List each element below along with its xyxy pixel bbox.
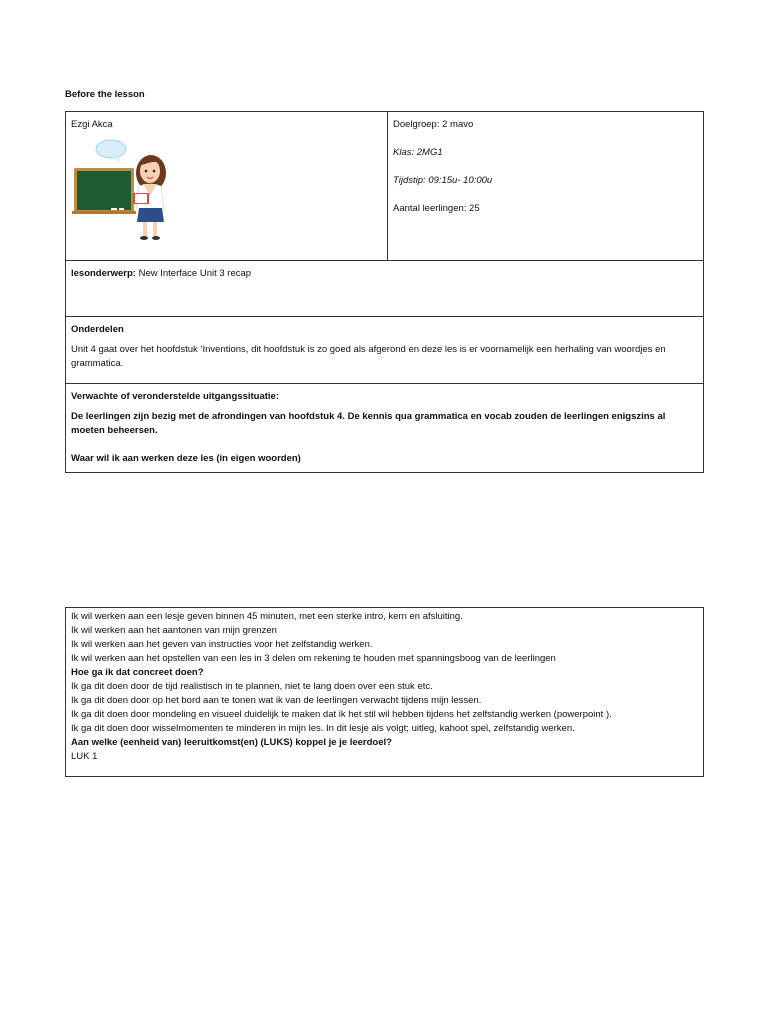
lesonderwerp-value: New Interface Unit 3 recap: [138, 268, 252, 279]
onderdelen-text: Unit 4 gaat over het hoofdstuk ‘Inventions, dit hoofdstuk is zo goed als afgerond en deze les is er voornamelijk een herhaling van woordjes en grammatica.: [71, 344, 666, 369]
hoe-line: Ik ga dit doen door op het bord aan te tonen wat ik van de leerlingen verwacht tijdens mijn lessen.: [71, 695, 482, 706]
hoe-label: Hoe ga ik dat concreet doen?: [71, 667, 204, 678]
goal-line: Ik wil werken aan een lesje geven binnen 45 minuten, met een sterke intro, kern en afsluiting.: [71, 611, 463, 622]
luks-label: Aan welke (eenheid van) leeruitkomst(en) (LUKS) koppel je je leerdoel?: [71, 737, 392, 748]
uitgangssituatie-label: Verwachte of veronderstelde uitgangssituatie:: [71, 391, 279, 402]
goal-line: Ik wil werken aan het aantonen van mijn grenzen: [71, 625, 277, 636]
luks-value: LUK 1: [71, 751, 98, 762]
tijdstip: Tijdstip: 09:15u- 10:00u: [393, 175, 493, 186]
page-heading: Before the lesson: [65, 89, 145, 100]
teacher-name: Ezgi Akca: [71, 119, 113, 130]
uitgangssituatie-text: De leerlingen zijn bezig met de afrondingen van hoofdstuk 4. De kennis qua grammatica en vocab zouden de leerlingen enigszins al moeten beheersen.: [71, 411, 666, 436]
hoe-line: Ik ga dit doen door wisselmomenten te minderen in mijn les. In dit lesje als volgt; uitleg, kahoot spel, zelfstandig werken.: [71, 723, 575, 734]
hoe-line: Ik ga dit doen door mondeling en visueel duidelijk te maken dat ik het stil wil hebben tijdens het zelfstandig werken (powerpoint ).: [71, 709, 612, 720]
teacher-illustration: [71, 138, 171, 242]
klas: Klas: 2MG1: [393, 147, 443, 158]
teacher-cell: [66, 112, 388, 261]
onderdelen-label: Onderdelen: [71, 324, 124, 335]
uitgangssituatie-cell: [66, 384, 704, 473]
class-info-cell: [388, 112, 704, 261]
goals-box: [65, 607, 704, 777]
goal-line: Ik wil werken aan het opstellen van een les in 3 delen om rekening te houden met spanningsboog van de leerlingen: [71, 653, 556, 664]
aantal-leerlingen: Aantal leerlingen: 25: [393, 203, 480, 214]
werken-label: Waar wil ik aan werken deze les (in eigen woorden): [71, 453, 301, 464]
goal-line: Ik wil werken aan het geven van instructies voor het zelfstandig werken.: [71, 639, 373, 650]
doelgroep: Doelgroep: 2 mavo: [393, 119, 474, 130]
onderdelen-cell: [66, 317, 704, 384]
lesonderwerp-cell: [66, 261, 704, 317]
lesonderwerp-label: lesonderwerp:: [71, 268, 136, 279]
hoe-line: Ik ga dit doen door de tijd realistisch in te plannen, niet te lang doen over een stuk etc.: [71, 681, 433, 692]
lesson-plan-table: [65, 111, 704, 473]
